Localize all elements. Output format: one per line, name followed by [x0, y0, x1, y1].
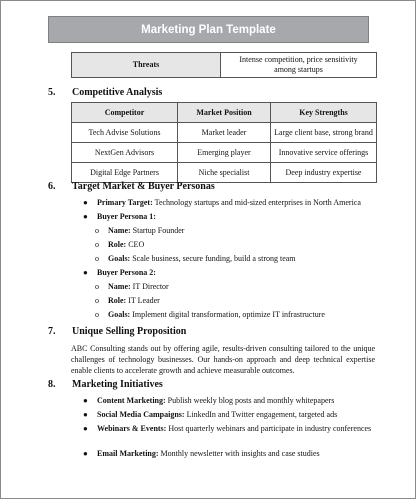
- item-text: Startup Founder: [130, 226, 185, 235]
- table-cell: Large client base, strong brand: [271, 123, 377, 143]
- table-cell: Deep industry expertise: [271, 163, 377, 183]
- list-item: [83, 267, 156, 278]
- section-number: 8.: [48, 379, 56, 390]
- table-cell: NextGen Advisors: [72, 143, 178, 163]
- usp-paragraph: ABC Consulting stands out by offering agile, results-driven consulting tailored to the unique challenges of technology businesses. Our hands-on approach and deep technical expertise enable clients to accelerate growth and achieve measurable outcomes.: [71, 344, 375, 375]
- item-label: Name:: [108, 282, 131, 291]
- column-header: Market Position: [178, 103, 271, 123]
- item-text: Scale business, secure funding, build a strong team: [130, 254, 296, 263]
- section-heading-competitive-analysis: [48, 87, 162, 99]
- bullet-icon: ●: [83, 198, 88, 207]
- section-number: 6.: [48, 181, 56, 192]
- sub-list-item: [95, 253, 296, 264]
- list-item: [83, 409, 383, 420]
- item-text: Host quarterly webinars and participate in industry conferences: [166, 424, 372, 433]
- column-header: Key Strengths: [271, 103, 377, 123]
- table-row: [72, 163, 377, 183]
- circle-bullet-icon: o: [95, 310, 99, 319]
- section-title: Competitive Analysis: [72, 87, 163, 98]
- list-item: [83, 197, 383, 208]
- circle-bullet-icon: o: [95, 240, 99, 249]
- item-label: Buyer Persona 2:: [97, 268, 156, 277]
- table-cell: Digital Edge Partners: [72, 163, 178, 183]
- sub-list-item: [95, 281, 169, 292]
- item-text: Implement digital transformation, optimize IT infrastructure: [130, 310, 325, 319]
- item-text: Publish weekly blog posts and monthly whitepapers: [165, 396, 335, 405]
- item-label: Email Marketing:: [97, 449, 159, 458]
- threats-value: [221, 53, 377, 78]
- item-text: IT Leader: [126, 296, 160, 305]
- page-title: Marketing Plan Template: [48, 16, 369, 43]
- column-header: Competitor: [72, 103, 178, 123]
- circle-bullet-icon: o: [95, 296, 99, 305]
- item-label: Primary Target:: [97, 198, 153, 207]
- section-title: Marketing Initiatives: [72, 379, 163, 390]
- item-label: Role:: [108, 296, 127, 305]
- section-number: 7.: [48, 326, 56, 337]
- list-item: [83, 395, 383, 406]
- circle-bullet-icon: o: [95, 282, 99, 291]
- table-row: [72, 123, 377, 143]
- table-row: [72, 143, 377, 163]
- list-item: [83, 211, 156, 222]
- section-title: Target Market & Buyer Personas: [72, 181, 215, 192]
- section-heading-usp: [48, 326, 186, 338]
- item-label: Webinars & Events:: [97, 424, 167, 433]
- section-number: 5.: [48, 87, 56, 98]
- item-text: LinkedIn and Twitter engagement, targeted ads: [184, 410, 338, 419]
- bullet-icon: ●: [83, 410, 88, 419]
- item-label: Content Marketing:: [97, 396, 166, 405]
- item-text: Technology startups and mid-sized enterprises in North America: [152, 198, 361, 207]
- sub-list-item: [95, 295, 160, 306]
- table-cell: Niche specialist: [178, 163, 271, 183]
- item-label: Social Media Campaigns:: [97, 410, 185, 419]
- item-label: Buyer Persona 1:: [97, 212, 156, 221]
- item-label: Goals:: [108, 254, 131, 263]
- item-label: Name:: [108, 226, 131, 235]
- table-cell: Tech Advise Solutions: [72, 123, 178, 143]
- bullet-icon: ●: [83, 268, 88, 277]
- circle-bullet-icon: o: [95, 226, 99, 235]
- sub-list-item: [95, 225, 184, 236]
- item-text: IT Director: [130, 282, 169, 291]
- section-heading-marketing-initiatives: [48, 379, 163, 391]
- threats-value-line: among startups: [274, 65, 323, 74]
- bullet-icon: ●: [83, 449, 88, 458]
- list-item: [83, 423, 375, 434]
- table-header-row: [72, 103, 377, 123]
- sub-list-item: [95, 309, 325, 320]
- table-cell: Innovative service offerings: [271, 143, 377, 163]
- threats-table: [71, 52, 377, 78]
- bullet-icon: ●: [83, 424, 88, 433]
- item-text: Monthly newsletter with insights and case studies: [158, 449, 320, 458]
- circle-bullet-icon: o: [95, 254, 99, 263]
- table-row: [72, 53, 377, 78]
- item-text: CEO: [126, 240, 145, 249]
- bullet-icon: ●: [83, 212, 88, 221]
- competitive-analysis-table: [71, 102, 377, 183]
- sub-list-item: [95, 239, 144, 250]
- table-cell: Market leader: [178, 123, 271, 143]
- threats-value-line: Intense competition, price sensitivity: [239, 55, 358, 64]
- item-label: Role:: [108, 240, 127, 249]
- table-cell: Emerging player: [178, 143, 271, 163]
- section-title: Unique Selling Proposition: [72, 326, 187, 337]
- section-heading-target-market: [48, 181, 215, 193]
- threats-label: Threats: [72, 53, 221, 78]
- item-label: Goals:: [108, 310, 131, 319]
- list-item: [83, 448, 383, 459]
- bullet-icon: ●: [83, 396, 88, 405]
